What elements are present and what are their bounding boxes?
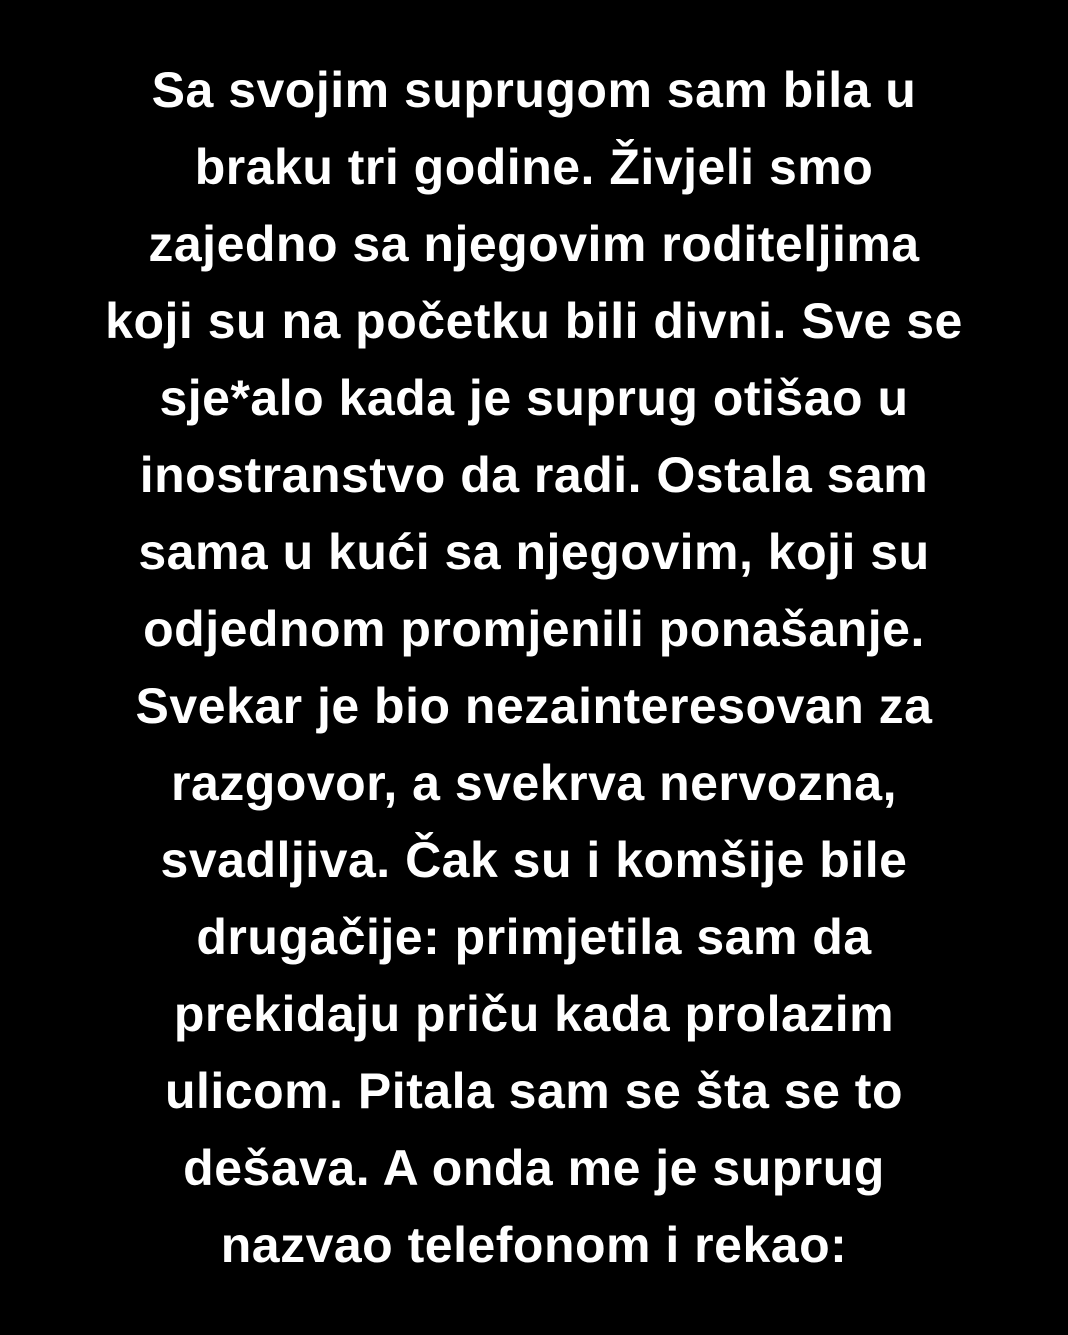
text-line: nazvao telefonom i rekao:: [220, 1216, 848, 1273]
post-text: [0, 52, 1068, 1284]
text-line: razgovor, a svekrva nervozna,: [171, 754, 897, 811]
text-line: braku tri godine. Živjeli smo: [194, 138, 874, 195]
text-line: svadljiva. Čak su i komšije bile: [160, 831, 908, 888]
text-line: koji su na početku bili divni. Sve se: [105, 292, 963, 349]
text-line: ulicom. Pitala sam se šta se to: [164, 1062, 904, 1119]
text-line: zajedno sa njegovim roditeljima: [148, 215, 920, 272]
text-line: dešava. A onda me je suprug: [183, 1139, 885, 1196]
text-line: Sa svojim suprugom sam bila u: [151, 61, 917, 118]
text-line: Svekar je bio nezainteresovan za: [135, 677, 933, 734]
text-line: sje*alo kada je suprug otišao u: [159, 369, 909, 426]
text-line: inostranstvo da radi. Ostala sam: [139, 446, 929, 503]
text-line: drugačije: primjetila sam da: [196, 908, 872, 965]
text-line: sama u kući sa njegovim, koji su: [138, 523, 930, 580]
text-line: prekidaju priču kada prolazim: [173, 985, 895, 1042]
text-line: odjednom promjenili ponašanje.: [143, 600, 925, 657]
